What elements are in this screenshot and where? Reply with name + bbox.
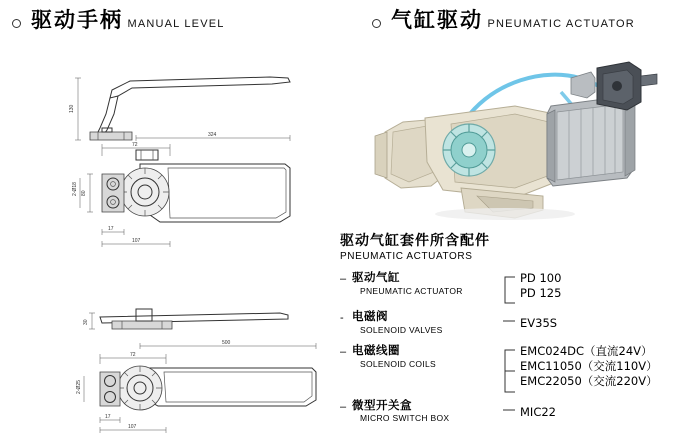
accessory-row	[340, 310, 700, 335]
dim-80: 80	[81, 190, 87, 196]
accessory-value: PD 100	[520, 271, 562, 285]
accessory-value: PD 125	[520, 286, 562, 301]
pneumatic-actuator-heading	[372, 8, 635, 32]
accessory-value: EMC22050（交流220V）	[520, 374, 658, 389]
dim-72: 72	[132, 142, 138, 148]
accessories-section	[340, 230, 700, 423]
lever-top-view-drawing	[40, 132, 320, 258]
line-connector-icon	[502, 403, 516, 417]
dim-2x18: 2-Ø18	[72, 182, 78, 196]
line-connector-icon	[502, 314, 516, 328]
dash-marker: –	[340, 400, 347, 413]
brace-bracket-icon	[502, 348, 516, 394]
dim-324: 324	[208, 132, 217, 138]
lever2-top-view-drawing	[40, 340, 330, 440]
accessory-label-cn: 微型开关盒	[352, 397, 412, 412]
lever2-side-view-drawing	[40, 295, 300, 345]
accessory-label-en: SOLENOID COILS	[360, 358, 436, 369]
manual-lever-title-en: MANUAL LEVEL	[127, 18, 225, 30]
accessory-label-cn: 驱动气缸	[352, 270, 400, 284]
accessory-value: EMC11050（交流110V）	[520, 359, 658, 374]
accessory-value: EMC024DC（直流24V）	[520, 344, 653, 359]
dim2-72: 72	[130, 352, 136, 358]
accessory-label-cn: 电磁线圈	[352, 343, 400, 358]
accessory-value: EV35S	[520, 316, 558, 331]
accessory-label-en: PNEUMATIC ACTUATOR	[360, 285, 463, 296]
dim2-107: 107	[128, 424, 137, 430]
circle-bullet-icon	[12, 19, 21, 28]
accessory-label-en: MICRO SWITCH BOX	[360, 413, 450, 424]
manual-lever-heading	[12, 8, 225, 32]
dim-130: 130	[69, 104, 75, 113]
pneumatic-actuator-title-cn: 气缸驱动	[391, 8, 483, 32]
accessory-label-en: SOLENOID VALVES	[360, 325, 443, 336]
dim-17: 17	[108, 226, 114, 232]
accessory-row	[340, 344, 700, 390]
dash-marker: -	[340, 312, 344, 325]
accessory-label-cn: 电磁阀	[352, 309, 388, 324]
circle-bullet-icon	[372, 19, 381, 28]
accessories-title-en: PNEUMATIC ACTUATORS	[340, 251, 473, 262]
dim-2x25: 2-Ø25	[76, 380, 82, 394]
dim-500: 500	[222, 340, 231, 346]
dim-30: 30	[83, 319, 89, 325]
lever-side-view-drawing	[40, 68, 300, 143]
pneumatic-actuator-title-en: PNEUMATIC ACTUATOR	[487, 18, 635, 30]
accessories-title-cn: 驱动气缸套件所含配件	[340, 233, 490, 249]
accessory-value: MIC22	[520, 404, 556, 419]
pneumatic-actuator-photo	[365, 62, 695, 222]
accessory-row	[340, 399, 700, 424]
dash-marker: –	[340, 346, 347, 359]
manual-lever-title-cn: 驱动手柄	[31, 8, 123, 32]
brace-bracket-icon	[502, 275, 516, 305]
dash-marker: –	[340, 273, 347, 285]
accessory-row	[340, 271, 700, 301]
dim2-17: 17	[105, 414, 111, 420]
dim-107: 107	[132, 238, 141, 244]
